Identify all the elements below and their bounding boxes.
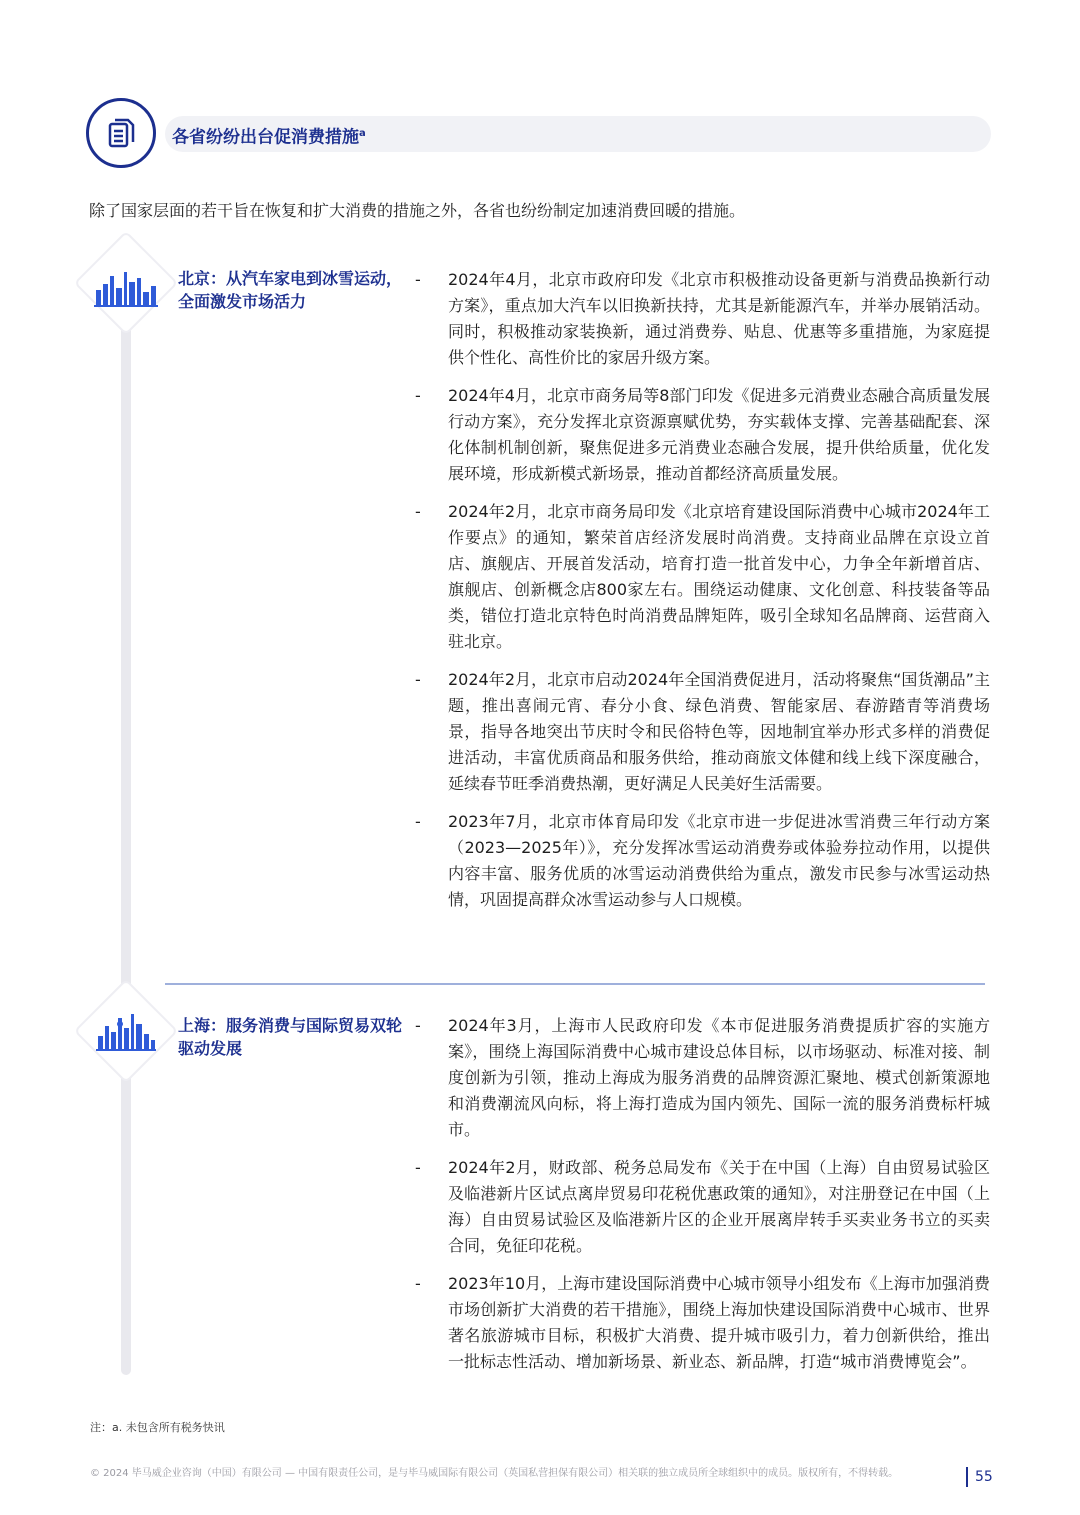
footnote: 注：a. 未包含所有税务快讯 [90, 1421, 225, 1434]
intro-paragraph: 除了国家层面的若干旨在恢复和扩大消费的措施之外，各省也纷纷制定加速消费回暖的措施。 [89, 201, 746, 220]
list-item: - 2024年2月，北京市商务局印发《北京培育建设国际消费中心城市2024年工作要点》的通知，繁荣首店经济发展时尚消费。支持商业品牌在京设立首店、旗舰店、开展首发活动，培育打造一批首发中心，力争全年新增首店、旗舰店、创新概念店800家左右。围绕运动健康、文化创意、科技装备等品类，错位打造北京特色时尚消费品牌矩阵，吸引全球知名品牌商、运营商入驻北京。 [415, 502, 990, 651]
list-item: - 2024年3月，上海市人民政府印发《本市促进服务消费提质扩容的实施方案》，围绕上海国际消费中心城市建设总体目标，以市场驱动、标准对接、制度创新为引领，推动上海成为服务消费的品牌资源汇聚地、模式创新策源地和消费潮流风向标，将上海打造成为国内领先、国际一流的服务消费标杆城市。 [415, 1016, 990, 1139]
list-item: - 2024年2月，财政部、税务总局发布《关于在中国（上海）自由贸易试验区及临港新片区试点离岸贸易印花税优惠政策的通知》，对注册登记在中国（上海）自由贸易试验区及临港新片区的企业开展离岸转手买卖业务书立的买卖合同，免征印花税。 [415, 1158, 990, 1255]
copyright-footer: © 2024 毕马威企业咨询（中国）有限公司 — 中国有限责任公司，是与毕马威国际有限公司（英国私营担保有限公司）相关联的独立成员所全球组织中的成员。版权所有，不得转载。 [90, 1468, 899, 1479]
list-item: - 2024年2月，北京市启动2024年全国消费促进月，活动将聚焦“国货潮品”主题，推出喜闹元宵、春分小食、绿色消费、智能家居、春游踏青等消费场景，指导各地突出节庆时令和民俗特色等，因地制宜举办形式多样的消费促进活动，丰富优质商品和服务供给，推动商旅文体健和线上线下深度融合，延续春节旺季消费热潮，更好满足人民美好生活需要。 [415, 670, 990, 793]
list-item: - 2023年7月，北京市体育局印发《北京市进一步促进冰雪消费三年行动方案（2023—2025年）》，充分发挥冰雪运动消费券或体验券拉动作用，以提供内容丰富、服务优质的冰雪运动消费供给为重点，激发市民参与冰雪运动热情，巩固提高群众冰雪运动参与人口规模。 [415, 812, 990, 909]
list-item: - 2024年4月，北京市商务局等8部门印发《促进多元消费业态融合高质量发展行动方案》，充分发挥北京资源禀赋优势，夯实载体支撑、完善基础配套、深化体制机制创新，聚焦促进多元消费业态融合发展，提升供给质量，优化发展环境，形成新模式新场景，推动首都经济高质量发展。 [415, 386, 990, 483]
page-number-divider [966, 1467, 968, 1487]
city-skyline-icon [94, 268, 158, 308]
list-item: - 2024年4月，北京市政府印发《北京市积极推动设备更新与消费品换新行动方案》，重点加大汽车以旧换新扶持，尤其是新能源汽车，并举办展销活动。同时，积极推动家装换新，通过消费券、贴息、优惠等多重措施，为家庭提供个性化、高性价比的家居升级方案。 [415, 270, 990, 367]
shanghai-item-list [410, 1013, 990, 1387]
section-title: 各省纷纷出台促消费措施$^a$ [172, 127, 366, 148]
timeline-bar [121, 300, 131, 1375]
document-icon [86, 98, 156, 168]
shanghai-section-title: 上海：服务消费与国际贸易双轮驱动发展 [178, 1016, 403, 1058]
city-skyline-icon [94, 1012, 158, 1052]
page-number: 55 [975, 1469, 993, 1485]
beijing-item-list [410, 267, 990, 925]
beijing-section-title: 北京：从汽车家电到冰雪运动，全面激发市场活力 [178, 269, 403, 311]
list-item: - 2023年10月，上海市建设国际消费中心城市领导小组发布《上海市加强消费市场创新扩大消费的若干措施》，围绕上海加快建设国际消费中心城市、世界著名旅游城市目标，积极扩大消费、提升城市吸引力，着力创新供给，推出一批标志性活动、增加新场景、新业态、新品牌，打造“城市消费博览会”。 [415, 1274, 990, 1371]
section-divider [165, 983, 985, 985]
